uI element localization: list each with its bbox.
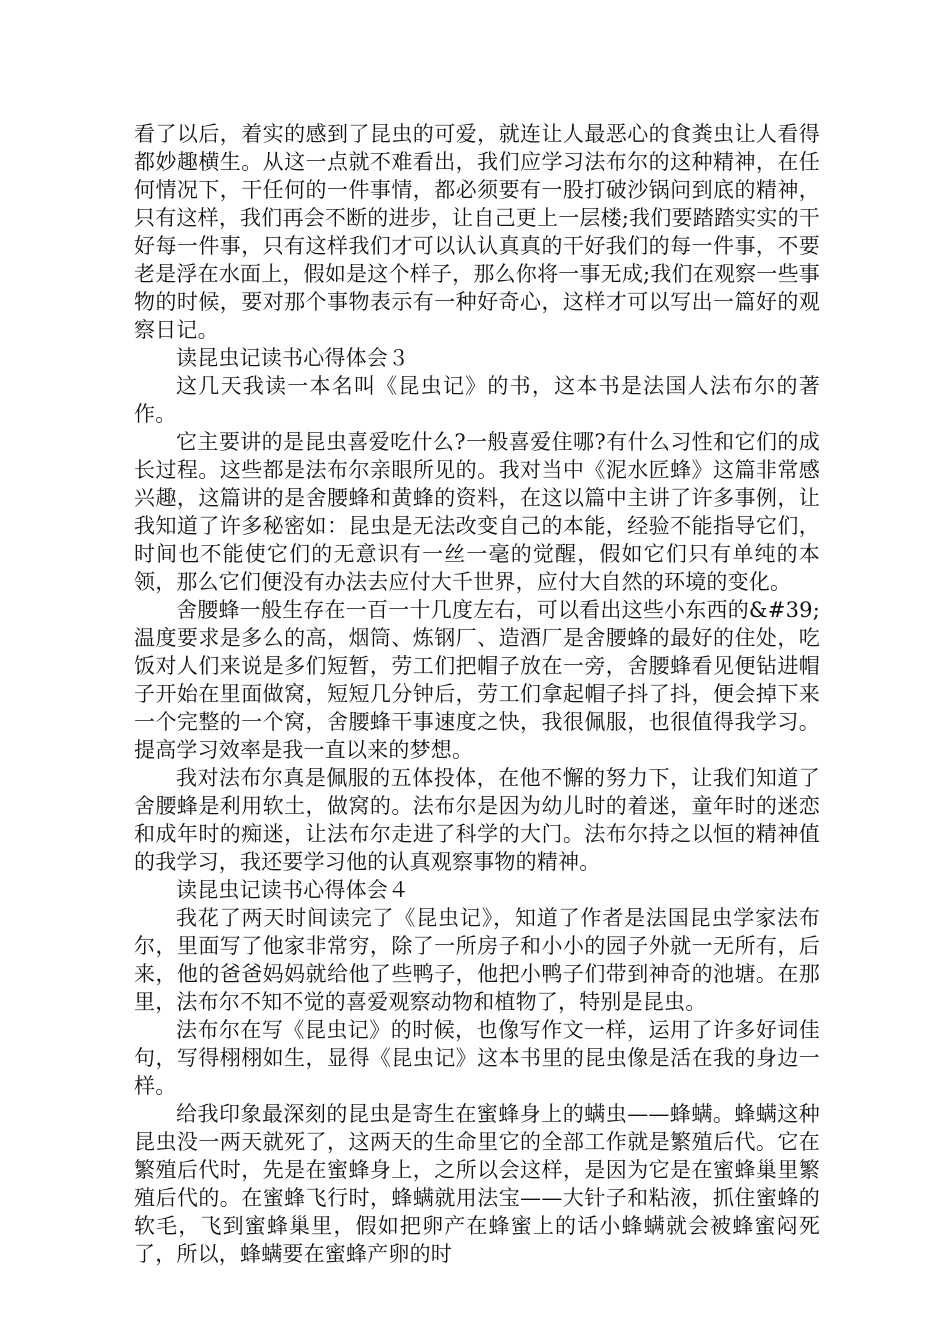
paragraph-3: 它主要讲的是昆虫喜爱吃什么?一般喜爱住哪?有什么习性和它们的成长过程。这些都是法布尔亲眼所见的。我对当中《泥水匠蜂》这篇非常感兴趣，这篇讲的是舍腰蜂和黄蜂的资料，在这以篇中主讲了许多事例，让我知道了许多秘密如：昆虫是无法改变自己的本能，经验不能指导它们，时间也不能使它们的无意识有一丝一毫的觉醒，假如它们只有单纯的本领，那么它们便没有办法去应付大千世界，应付大自然的环境的变化。 <box>134 430 820 594</box>
paragraph-4: 舍腰蜂一般生存在一百一十几度左右，可以看出这些小东西的&#39;温度要求是多么的高，烟筒、炼钢厂、造酒厂是舍腰蜂的最好的住处，吃饭对人们来说是多们短暂，劳工们把帽子放在一旁，舍腰蜂看见便钻进帽子开始在里面做窝，短短几分钟后，劳工们拿起帽子抖了抖，便会掉下来一个完整的一个窝，舍腰蜂干事速度之快，我很佩服，也很值得我学习。提高学习效率是我一直以来的梦想。 <box>134 598 820 762</box>
document-page <box>134 120 820 1268</box>
paragraph-7: 法布尔在写《昆虫记》的时候，也像写作文一样，运用了许多好词佳句，写得栩栩如生，显得《昆虫记》这本书里的昆虫像是活在我的身边一样。 <box>134 1018 820 1098</box>
paragraph-8: 给我印象最深刻的昆虫是寄生在蜜蜂身上的螨虫——蜂螨。蜂螨这种昆虫没一两天就死了，这两天的生命里它的全部工作就是繁殖后代。它在繁殖后代时，先是在蜜蜂身上，之所以会这样，是因为它是在蜜蜂巢里繁殖后代的。在蜜蜂飞行时，蜂螨就用法宝——大针子和粘液，抓住蜜蜂的软毛，飞到蜜蜂巢里，假如把卵产在蜂蜜上的话小蜂螨就会被蜂蜜闷死了，所以，蜂螨要在蜜蜂产卵的时 <box>134 1102 820 1266</box>
paragraph-2: 这几天我读一本名叫《昆虫记》的书，这本书是法国人法布尔的著作。 <box>134 374 820 426</box>
section-heading-3: 读昆虫记读书心得体会３ <box>176 346 410 370</box>
paragraph-5: 我对法布尔真是佩服的五体投体，在他不懈的努力下，让我们知道了舍腰蜂是利用软土，做窝的。法布尔是因为幼儿时的着迷，童年时的迷恋和成年时的痴迷，让法布尔走进了科学的大门。法布尔持之以恒的精神值的我学习，我还要学习他的认真观察事物的精神。 <box>134 766 820 874</box>
paragraph-1: 看了以后，着实的感到了昆虫的可爱，就连让人最恶心的食粪虫让人看得都妙趣横生。从这一点就不难看出，我们应学习法布尔的这种精神，在任何情况下，干任何的一件事情，都必须要有一股打破沙锅问到底的精神，只有这样，我们再会不断的进步，让自己更上一层楼;我们要踏踏实实的干好每一件事，只有这样我们才可以认认真真的干好我们的每一件事，不要老是浮在水面上，假如是这个样子，那么你将一事无成;我们在观察一些事物的时候，要对那个事物表示有一种好奇心，这样才可以写出一篇好的观察日记。 <box>134 122 820 342</box>
paragraph-6: 我花了两天时间读完了《昆虫记》，知道了作者是法国昆虫学家法布尔，里面写了他家非常穷，除了一所房子和小小的园子外就一无所有，后来，他的爸爸妈妈就给他了些鸭子，他把小鸭子们带到神奇的池塘。在那里，法布尔不知不觉的喜爱观察动物和植物了，特别是昆虫。 <box>134 906 820 1014</box>
section-heading-4: 读昆虫记读书心得体会４ <box>176 878 410 902</box>
